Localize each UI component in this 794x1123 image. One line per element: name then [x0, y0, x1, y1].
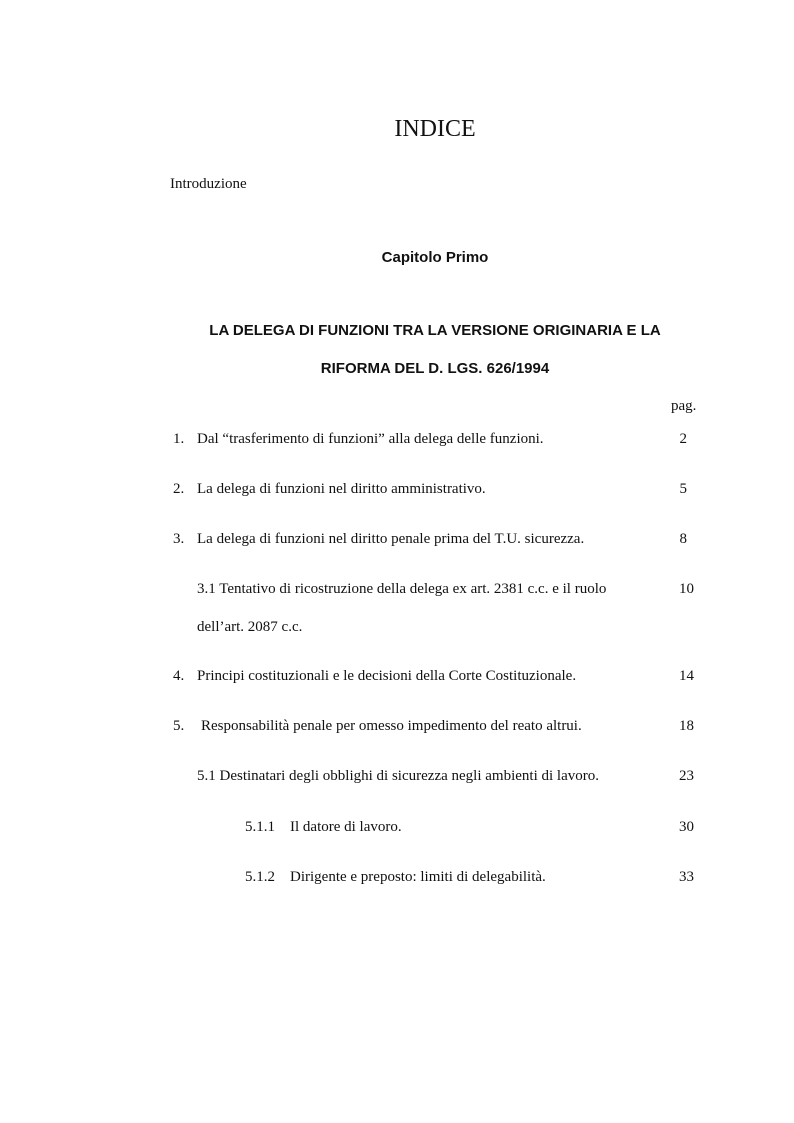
toc-entry-page: 10	[679, 581, 694, 597]
toc-entry-text: Responsabilità penale per omesso impedimento del reato altrui.	[201, 718, 582, 734]
toc-entry-number: 5.1.1	[245, 819, 275, 835]
toc-entry-page: 14	[679, 668, 694, 684]
toc-entry-text: Il datore di lavoro.	[290, 819, 402, 835]
chapter-subtitle-line1: LA DELEGA DI FUNZIONI TRA LA VERSIONE ORIGINARIA E LA	[209, 322, 661, 339]
page-title: INDICE	[394, 116, 476, 142]
toc-entry-number: 3.	[173, 531, 185, 547]
toc-entry-number: 5.	[173, 718, 185, 734]
toc-entry-number: 1.	[173, 431, 185, 447]
toc-entry-page: 2	[679, 431, 687, 447]
toc-entry-text: La delega di funzioni nel diritto amministrativo.	[197, 481, 486, 497]
toc-entry-number: 4.	[173, 668, 185, 684]
page-column-header: pag.	[671, 398, 697, 414]
toc-entry-page: 5	[679, 481, 687, 497]
toc-entry-page: 30	[679, 819, 694, 835]
toc-entry-number: 5.1.2	[245, 869, 275, 885]
toc-entry-text: 3.1 Tentativo di ricostruzione della delega ex art. 2381 c.c. e il ruolo	[197, 581, 607, 597]
toc-entry-text: La delega di funzioni nel diritto penale prima del T.U. sicurezza.	[197, 531, 585, 547]
toc-entry-text: 5.1 Destinatari degli obblighi di sicurezza negli ambienti di lavoro.	[197, 768, 599, 784]
toc-entry-number: 2.	[173, 481, 185, 497]
toc-entry-text: Dirigente e preposto: limiti di delegabilità.	[290, 869, 546, 885]
toc-entry-page: 33	[679, 869, 694, 885]
chapter-label: Capitolo Primo	[381, 249, 489, 266]
toc-entry-page: 8	[679, 531, 687, 547]
introduction-label: Introduzione	[170, 176, 247, 192]
toc-entry-text: Dal “trasferimento di funzioni” alla delega delle funzioni.	[197, 431, 544, 447]
toc-entry-text-continued: dell’art. 2087 c.c.	[197, 619, 303, 635]
toc-entry-page: 23	[679, 768, 694, 784]
toc-entry-text: Principi costituzionali e le decisioni della Corte Costituzionale.	[197, 668, 577, 684]
toc-entry-page: 18	[679, 718, 694, 734]
chapter-subtitle-line2: RIFORMA DEL D. LGS. 626/1994	[320, 360, 550, 377]
